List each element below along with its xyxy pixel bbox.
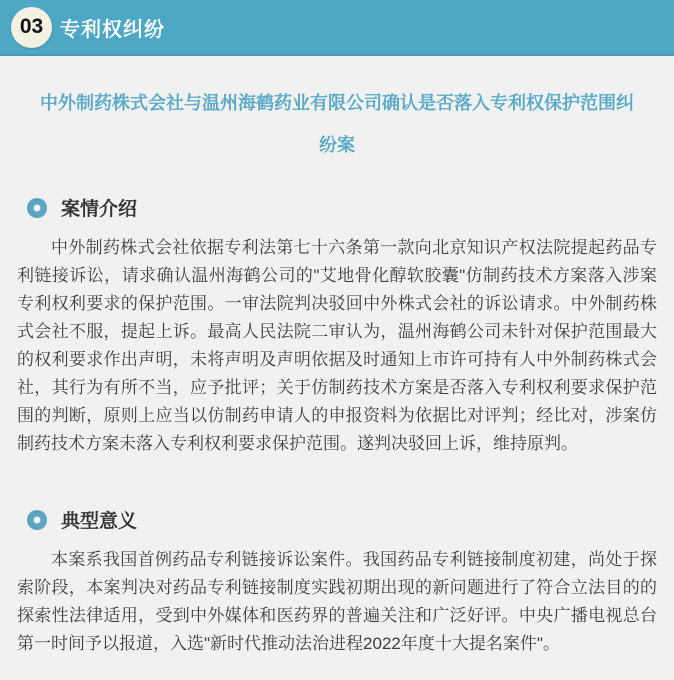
section-number-badge bbox=[11, 7, 52, 48]
top-banner bbox=[0, 0, 674, 56]
donut-bullet-icon bbox=[27, 510, 47, 530]
section-heading-row bbox=[27, 506, 657, 533]
document-content bbox=[0, 82, 674, 658]
section-heading-row bbox=[27, 194, 657, 221]
banner-title: 专利权纠纷 bbox=[60, 18, 165, 41]
significance-paragraph: 本案系我国首例药品专利链接诉讼案件。我国药品专利链接制度初建，尚处于探索阶段，本案判决对药品专利链接制度实践初期出现的新问题进行了符合立法目的的探索性法律适用，受到中外媒体和医药界的普遍关注和广泛好评。中央广播电视总台第一时间予以报道，入选"新时代推动法治进程2022年度十大提名案件"。 bbox=[17, 550, 657, 653]
case-intro-paragraph: 中外制药株式会社依据专利法第七十六条第一款向北京知识产权法院提起药品专利链接诉讼，请求确认温州海鹤公司的"艾地骨化醇软胶囊"仿制药技术方案落入涉案专利权利要求的保护范围。一审法院判决驳回中外株式会社的诉讼请求。中外制药株式会社不服，提起上诉。最高人民法院二审认为，温州海鹤公司未针对保护范围最大的权利要求作出声明，未将声明及声明依据及时通知上市许可持有人中外制药株式会社，其行为有所不当，应予批评；关于仿制药技术方案是否落入专利权利要求保护范围的判断，原则上应当以仿制药申请人的申报资料为依据比对评判；经比对，涉案仿制药技术方案未落入专利权利要求保护范围。遂判决驳回上诉，维持原判。 bbox=[17, 238, 657, 453]
case-title: 中外制药株式会社与温州海鹤药业有限公司确认是否落入专利权保护范围纠纷案 bbox=[40, 93, 634, 155]
case-intro-section bbox=[17, 194, 657, 458]
section-number: 03 bbox=[19, 15, 44, 38]
section-heading-case-intro: 案情介绍 bbox=[61, 199, 138, 220]
donut-bullet-icon bbox=[27, 198, 47, 218]
significance-section bbox=[17, 506, 657, 658]
section-heading-significance: 典型意义 bbox=[61, 511, 138, 532]
